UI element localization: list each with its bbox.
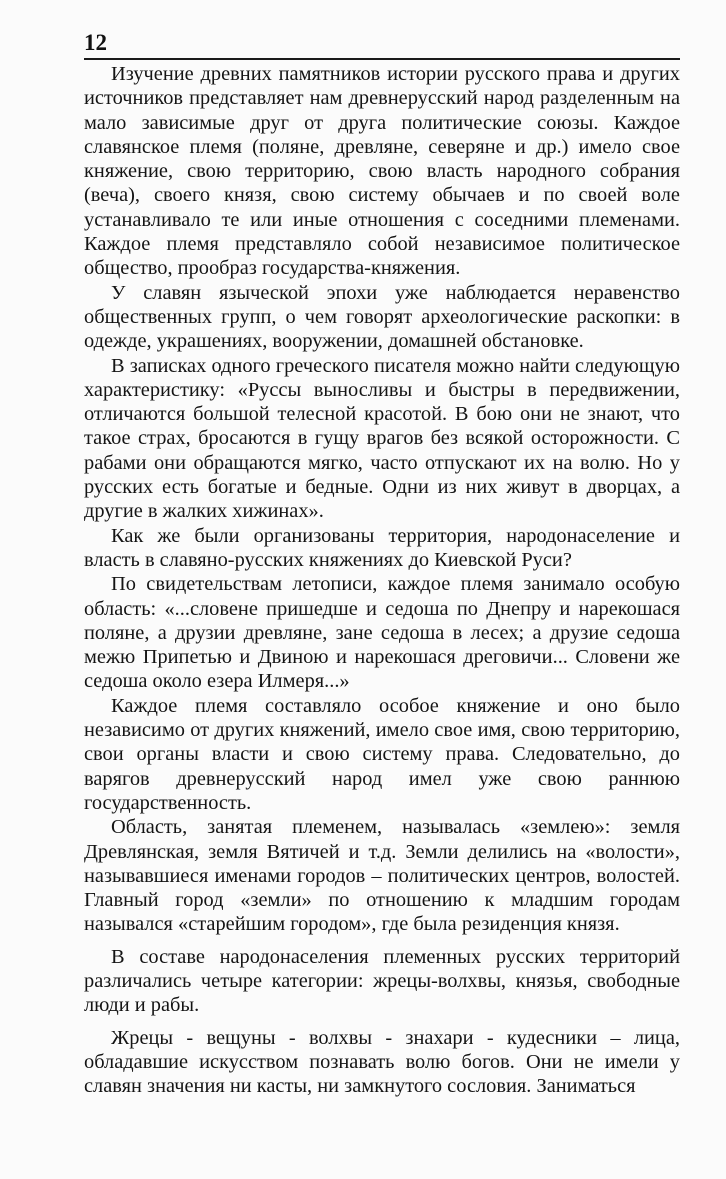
body-text bbox=[84, 62, 680, 1098]
paragraph: В записках одного греческого писателя можно найти следующую характеристику: «Руссы выносливы и быстры в передвижении, отличаются большой телесной красотой. В бою они не знают, что такое страх, бросаются в гущу врагов без всякой осторожности. С рабами они обращаются мягко, часто отпускают их на волю. Но у русских есть богатые и бедные. Одни из них живут в дворцах, а другие в жалких хижинах». bbox=[84, 354, 680, 523]
paragraph: Изучение древних памятников истории русского права и других источников представляет нам древнерусский народ разделенным на мало зависимые друг от друга политические союзы. Каждое славянское племя (поляне, древляне, северяне и др.) имело свое княжение, свою территорию, свою власть народного собрания (веча), своего князя, свою систему обычаев и по своей воле устанавливало те или иные отношения с соседними племенами. Каждое племя представляло собой независимое политическое общество, прообраз государства-княжения. bbox=[84, 63, 680, 280]
page-number: 12 bbox=[84, 30, 107, 55]
paragraph: Каждое племя составляло особое княжение и оно было независимо от других княжений, имело свое имя, свою территорию, свои органы власти и свою систему права. Следовательно, до варягов древнерусский народ имел уже свою раннюю государственность. bbox=[84, 694, 680, 814]
paragraph: Область, занятая племенем, называлась «землею»: земля Древлянская, земля Вятичей и т.д. Земли делились на «волости», называвшиеся именами городов – политических центров, волостей. Главный город «земли» по отношению к младшим городам назывался «старейшим городом», где была резиденция князя. bbox=[84, 816, 680, 936]
paragraph: Жрецы - вещуны - волхвы - знахари - кудесники – лица, обладавшие искусством познавать волю богов. Они не имели у славян значения ни касты, ни замкнутого сословия. Заниматься bbox=[84, 1026, 680, 1098]
paragraph: По свидетельствам летописи, каждое племя занимало особую область: «...словене пришедше и седоша по Днепру и нарекошася поляне, а друзии древляне, зане седоша в лесех; а друзие седоша межю Припетью и Двиною и нарекошася дреговичи... Словени же седоша около езера Илмеря...» bbox=[84, 573, 680, 693]
paragraph: В составе народонаселения племенных русских территорий различались четыре категории: жрецы-волхвы, князья, свободные люди и рабы. bbox=[84, 945, 680, 1017]
header-rule bbox=[84, 58, 680, 60]
paragraph: Как же были организованы территория, народонаселение и власть в славяно-русских княжениях до Киевской Руси? bbox=[84, 524, 680, 571]
paragraph: У славян языческой эпохи уже наблюдается неравенство общественных групп, о чем говорят археологические раскопки: в одежде, украшениях, вооружении, домашней обстановке. bbox=[84, 281, 680, 353]
